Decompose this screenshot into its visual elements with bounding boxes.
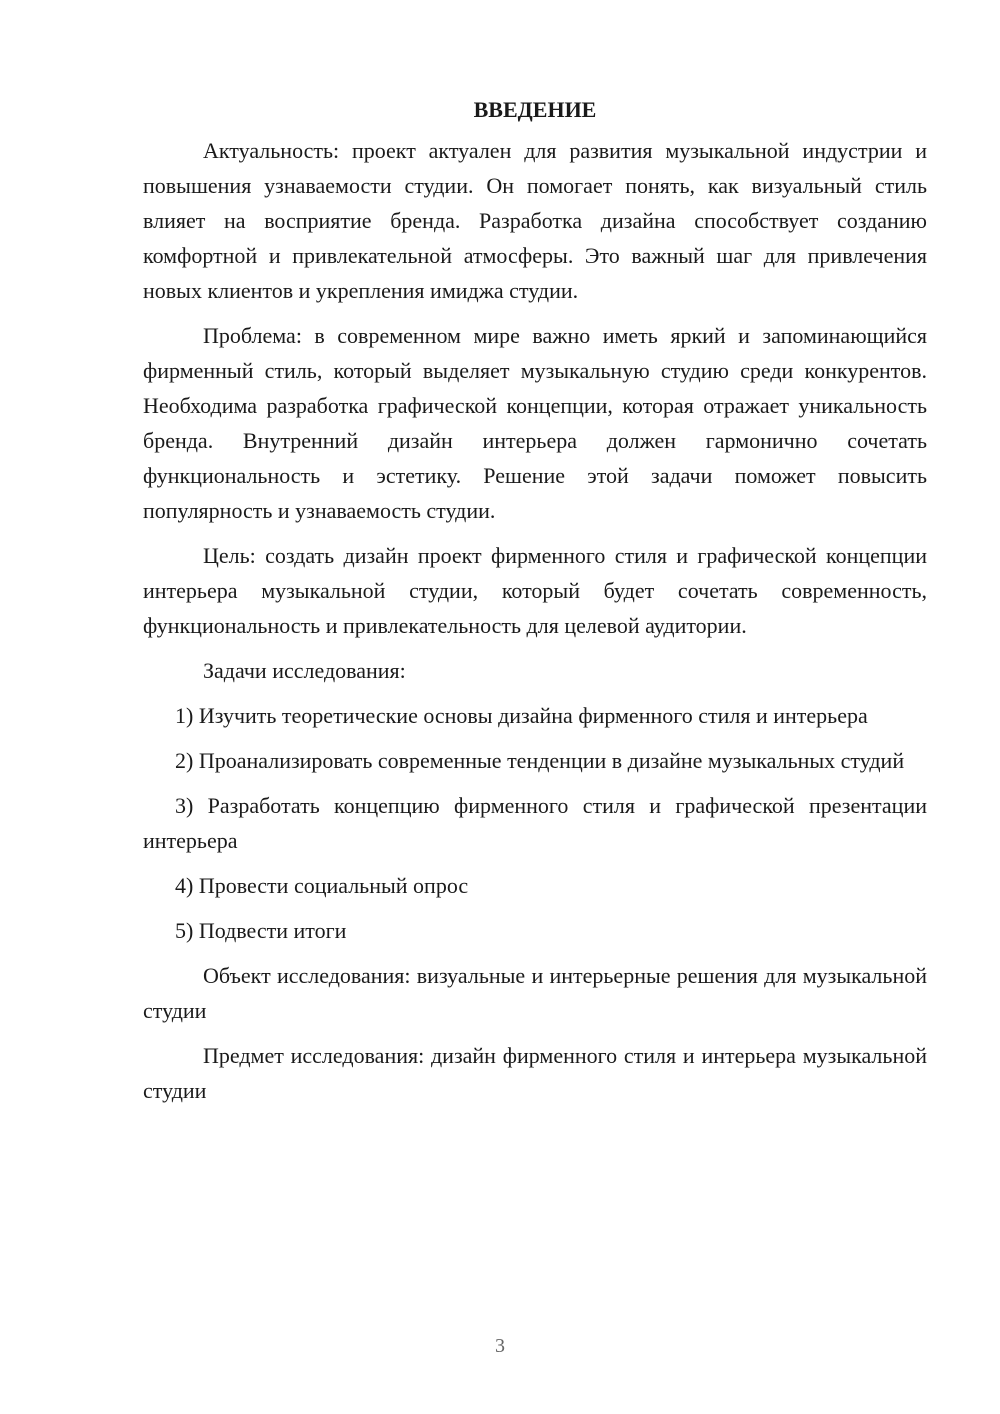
task-item-3: 3) Разработать концепцию фирменного стиля и графической презентации интерьера <box>143 793 927 853</box>
paragraph-object: Объект исследования: визуальные и интерьерные решения для музыкальной студии <box>143 963 927 1023</box>
task-item-2: 2) Проанализировать современные тенденции в дизайне музыкальных студий <box>175 748 905 773</box>
paragraph-tasks-title: Задачи исследования: <box>203 658 406 683</box>
paragraph-goal: Цель: создать дизайн проект фирменного стиля и графической концепции интерьера музыкальной студии, который будет сочетать современность, функциональность и привлекательность для целевой аудитории. <box>143 543 927 638</box>
page-number: 3 <box>495 1335 505 1357</box>
task-item-1: 1) Изучить теоретические основы дизайна фирменного стиля и интерьера <box>175 703 868 728</box>
paragraph-problem: Проблема: в современном мире важно иметь яркий и запоминающийся фирменный стиль, который выделяет музыкальную студию среди конкурентов. Необходима разработка графической концепции, которая отражает уникальность бренда. Внутренний дизайн интерьера должен гармонично сочетать функциональность и эстетику. Решение этой задачи поможет повысить популярность и узнаваемость студии. <box>143 323 927 523</box>
section-heading: ВВЕДЕНИЕ <box>473 97 597 122</box>
paragraph-subject: Предмет исследования: дизайн фирменного стиля и интерьера музыкальной студии <box>143 1043 927 1103</box>
task-item-4: 4) Провести социальный опрос <box>175 873 469 898</box>
task-item-5: 5) Подвести итоги <box>175 918 347 943</box>
page-content <box>143 92 927 1118</box>
paragraph-relevance: Актуальность: проект актуален для развития музыкальной индустрии и повышения узнаваемости студии. Он помогает понять, как визуальный стиль влияет на восприятие бренда. Разработка дизайна способствует созданию комфортной и привлекательной атмосферы. Это важный шаг для привлечения новых клиентов и укрепления имиджа студии. <box>143 138 927 303</box>
